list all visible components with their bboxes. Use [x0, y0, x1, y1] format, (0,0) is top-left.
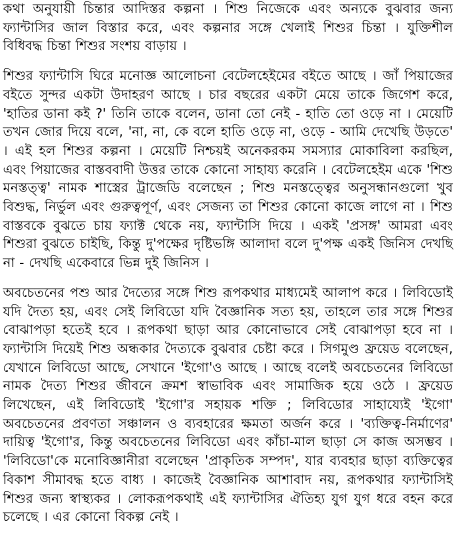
paragraph-imagination: কথা অনুযায়ী চিন্তার আদিস্তর কল্পনা । শিশু নিজেকে এবং অন্যকে বুঝবার জন্য ফ্যান্টাসির জাল বিস্তার করে, এবং কল্পনার সঙ্গে খেলাই শিশুর চিন্তা । যুক্তিশীল বিধিবদ্ধ চিন্তা শিশুর সংশয় বাড়ায় ।: [3, 2, 453, 55]
paragraph-fantasy-discussion: শিশুর ফ্যান্টাসি ঘিরে মনোজ্ঞ আলোচনা বেটেলহেইমের বইতে আছে । জাঁ পিয়াজের বইতে সুন্দর একটা উদাহরণ আছে । চার বছরের একটা মেয়ে তাকে জিগেশ করে, 'হাতির ডানা কই ?' তিনি তাকে বলেন, ডানা তো নেই - হাতি তো ওড়ে না । মেয়েটি তখন জোর দিয়ে বলে, 'না, না, কে বলে হাতি ওড়ে না, ওড়ে - আমি দেখেছি উড়তে' । এই হল শিশুর কল্পনা । মেয়েটি নিশ্চয়ই অনেকরকম সমস্যার মোকাবিলা করছিল, এবং পিয়াজের বাস্তববাদী উত্তর তাকে কোনো সাহায্য করেনি । বেটেলহেইম একে 'শিশু মনস্তত্ত্ব' নামক শাস্ত্রের ট্রাজেডি বলেছেন ; শিশু মনস্তত্ত্বের অনুসন্ধানগুলো খুব বিশুদ্ধ, নির্ভুল এবং গুরুত্বপূর্ণ, এবং সেজন্য তা শিশুর কোনো কাজে লাগে না । শিশু বাস্তবকে বুঝতে চায় ফ্যাক্ট থেকে নয়, ফ্যান্টাসি দিয়ে । একই 'প্রসঙ্গ' আমরা এবং শিশুরা বুঝতে চাইছি, কিন্তু দু'পক্ষের দৃষ্টিভঙ্গি আলাদা বলে দু'পক্ষ একই জিনিস দেখছি না - দেখছি একেবারে ভিন্ন দুই জিনিস ।: [3, 69, 453, 272]
paragraph-libido-ego: অবচেতনের পশু আর দৈত্যের সঙ্গে শিশু রূপকথার মাধ্যমেই আলাপ করে । লিবিডোই যদি দৈত্য হয়, এবং সেই লিবিডো যদি বৈজ্ঞানিক সত্য হয়, তাহলে তার সঙ্গে শিশুর বোঝাপড়া হতেই হবে । রূপকথা ছাড়া আর কোনোভাবে সেই বোঝাপড়া হবে না । ফ্যান্টাসি দিয়েই শিশু অন্ধকার দৈত্যকে বুঝবার চেষ্টা করে । সিগমুণ্ড ফ্রয়েড বলেছেন, যেখানে লিবিডো আছে, সেখানে 'ইগো'ও আছে । আছে বলেই অবচেতনের লিবিডো নামক দৈত্য শিশুর জীবনে ক্রমশ স্বাভাবিক এবং সামাজিক হয়ে ওঠে । ফ্রয়েড লিখেছেন, এই লিবিডোই 'ইগো'র সহায়ক শক্তি ; লিবিডোর সাহায্যেই 'ইগো' অবচেতনের প্রবণতা সঞ্চালন ও ব্যবহারের ক্ষমতা অর্জন করে । 'ব্যক্তিত্ব-নির্মাণের' দায়িত্ব 'ইগো'র, কিন্তু অবচেতনের লিবিডো এবং কাঁচা-মাল ছাড়া সে কাজ অসম্ভব । 'লিবিডো'কে মনোবিজ্ঞানীরা বলেছেন 'প্রাকৃতিক সম্পদ', যার ব্যবহার ছাড়া ব্যক্তিত্বের বিকাশ সীমাবদ্ধ হতে বাধ্য । কাজেই বৈজ্ঞানিক আশাবাদ নয়, রূপকথার ফ্যান্টাসিই শিশুর জন্য স্বাস্থ্যকর । লোকরূপকথাই এই ফ্যান্টাসির ঐতিহ্য যুগ যুগ ধরে বহন করে চলেছে । এর কোনো বিকল্প নেই ।: [3, 285, 453, 526]
